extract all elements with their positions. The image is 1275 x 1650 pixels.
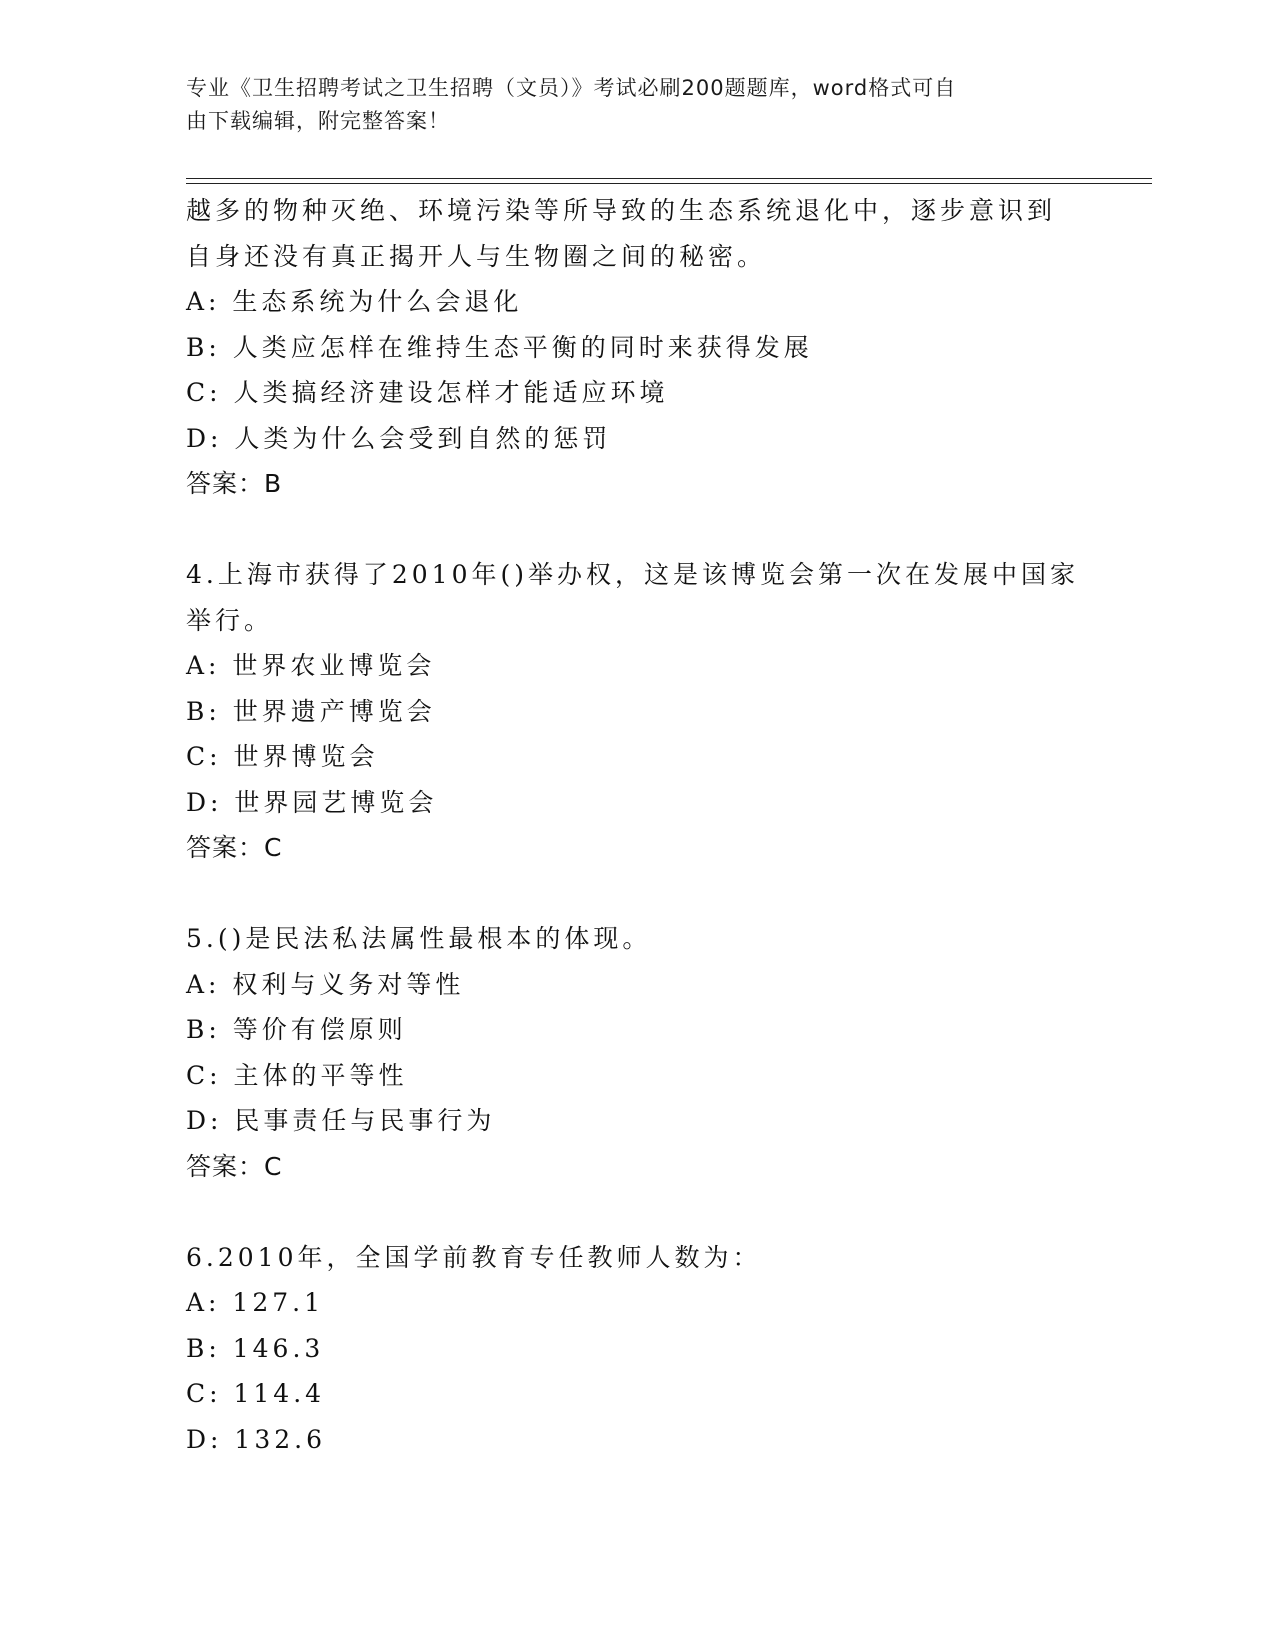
question-stem: 越多的物种灭绝、环境污染等所导致的生态系统退化中，逐步意识到 [186,196,1057,225]
answer-text: 答案：B [186,469,283,498]
question-5 [186,916,1086,1189]
spacer [186,871,1086,917]
question-stem: 4.上海市获得了2010年()举办权，这是该博览会第一次在发展中国家 [186,560,1079,589]
header-rule-top [186,178,1152,179]
option-a: A: 127.1 [186,1288,324,1317]
option-b: B: 等价有偿原则 [186,1015,407,1044]
header-line-1: 专业《卫生招聘考试之卫生招聘（文员）》考试必刷200题题库，word格式可自 [186,76,957,100]
option-c: C: 世界博览会 [186,742,379,771]
option-b: B: 146.3 [186,1333,325,1363]
question-3 [186,188,1086,507]
option-b: B: 人类应怎样在维持生态平衡的同时来获得发展 [186,332,813,362]
answer-text: 答案：C [186,1151,283,1181]
option-a: A: 生态系统为什么会退化 [186,287,523,316]
option-a: A: 权利与义务对等性 [186,969,465,999]
option-c: C: 人类搞经济建设怎样才能适应环境 [186,378,669,407]
question-stem: 6.2010年，全国学前教育专任教师人数为： [186,1242,762,1272]
option-b: B: 世界遗产博览会 [186,696,436,726]
question-stem: 举行。 [186,605,274,635]
option-c: C: 114.4 [186,1379,326,1408]
option-c: C: 主体的平等性 [186,1060,408,1090]
answer-text: 答案：C [186,833,283,862]
option-d: D: 人类为什么会受到自然的惩罚 [186,423,612,453]
question-stem: 5.()是民法私法属性最根本的体现。 [186,924,652,953]
option-a: A: 世界农业博览会 [186,651,436,680]
question-6 [186,1235,1086,1463]
question-4 [186,552,1086,871]
spacer [186,507,1086,553]
header-rule-bottom [186,183,1152,184]
option-d: D: 世界园艺博览会 [186,787,438,817]
question-list [186,188,1086,1462]
question-stem: 自身还没有真正揭开人与生物圈之间的秘密。 [186,241,767,271]
option-d: D: 132.6 [186,1424,326,1454]
spacer [186,1189,1086,1235]
document-header [186,72,1066,138]
header-line-2: 由下载编辑，附完整答案！ [186,109,450,133]
option-d: D: 民事责任与民事行为 [186,1106,496,1135]
